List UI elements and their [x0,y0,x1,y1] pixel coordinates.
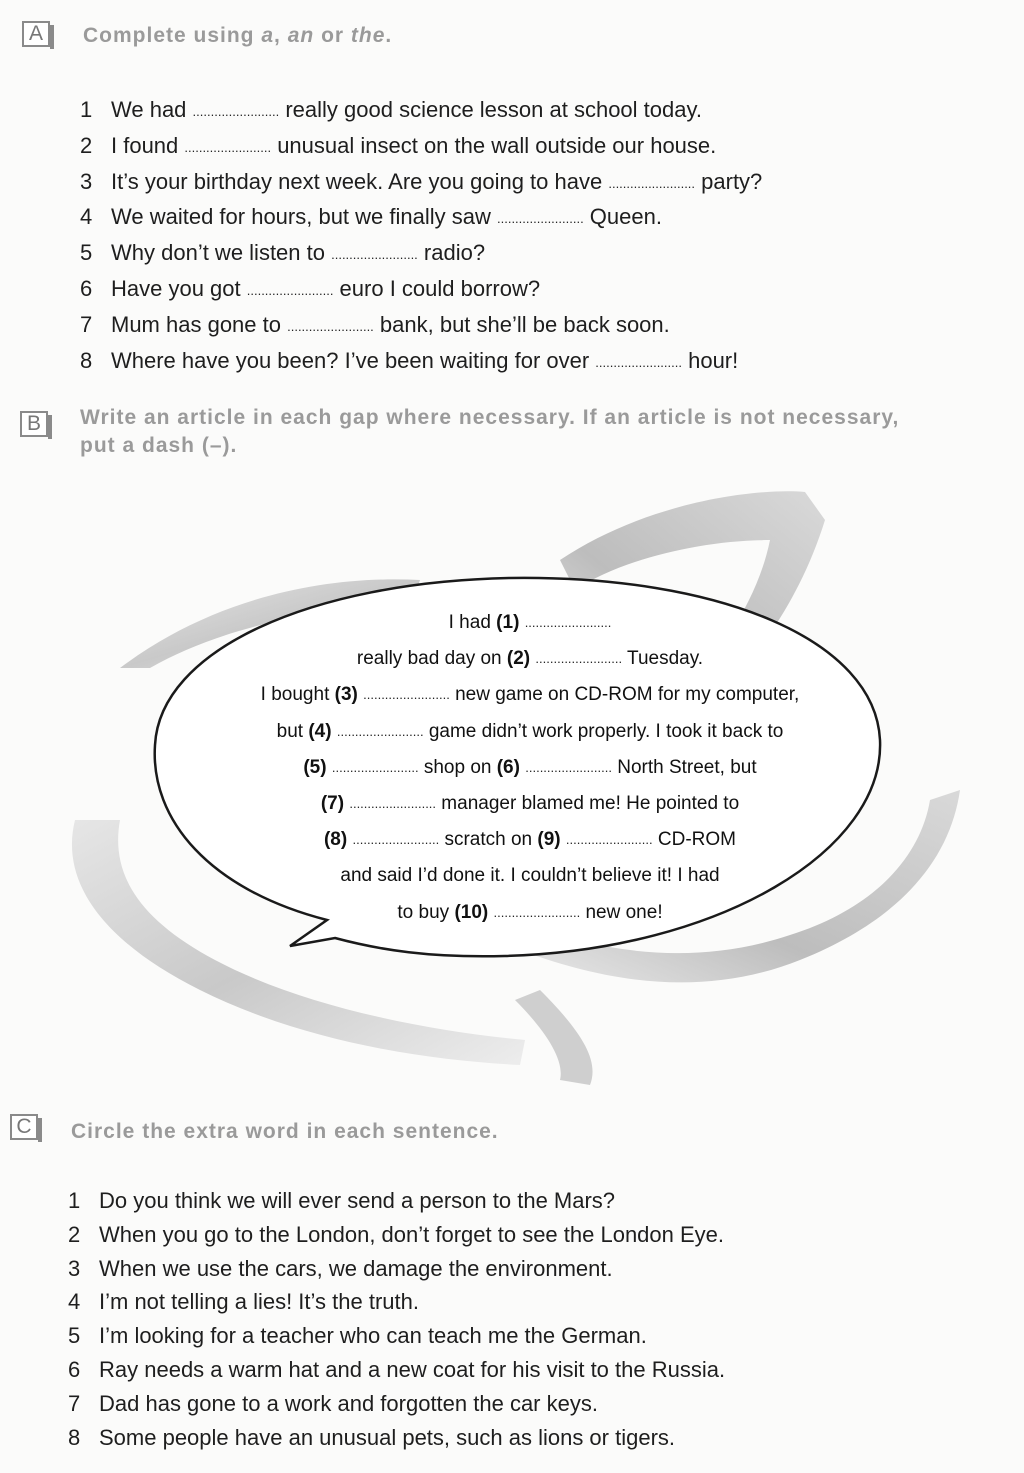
answer-gap[interactable]: ........................ [363,687,450,703]
section-b-marker: B [20,411,48,437]
list-item [80,272,762,308]
gap-number: (8) [323,829,348,851]
item-text: radio? [417,240,486,266]
answer-gap[interactable]: ........................ [525,759,612,775]
gap-number: (1) [496,612,520,633]
item-text: Mum has gone to [111,311,288,337]
item-text: unusual insect on the wall outside our house. [271,132,717,158]
section-c-list [68,1184,725,1454]
list-item [68,1319,725,1353]
list-item [80,308,762,344]
answer-gap[interactable]: ........................ [331,759,419,775]
item-number: 8 [80,347,93,373]
gap-number: (2) [506,648,531,670]
gap-number: (9) [537,829,561,851]
item-number: 1 [80,97,93,122]
answer-gap[interactable]: ........................ [497,211,584,227]
bubble-line: (7) ........................ manager blamed me! He pointed to [320,793,740,815]
speech-bubble-text [150,605,910,931]
answer-gap[interactable]: ........................ [524,615,612,630]
section-b-instruction [80,404,899,460]
answer-gap[interactable]: ........................ [331,247,418,263]
item-text: hour! [681,347,739,373]
gap-number: (10) [454,901,489,923]
list-item [68,1387,725,1421]
gap-number: (4) [308,720,332,742]
item-number: 4 [68,1289,81,1315]
item-text[interactable]: Dad has gone to a work and forgotten the car keys. [99,1390,598,1416]
answer-gap[interactable]: ........................ [184,139,272,155]
item-number: 4 [80,204,93,230]
list-item [80,200,762,236]
item-text[interactable]: When you go to the London, don’t forget to see the London Eye. [99,1221,725,1247]
item-number: 3 [80,168,93,194]
list-item [68,1353,725,1387]
instruction-separator: , [274,24,288,47]
item-number: 2 [68,1221,81,1247]
section-c-marker: C [10,1114,38,1140]
item-text: We waited for hours, but we finally saw [111,204,497,230]
bubble-line: I had (1) ........................ [448,612,612,633]
bubble-line: and said I’d done it. I couldn’t believe it! I had [340,865,720,887]
item-number: 5 [80,240,93,266]
list-item [68,1421,725,1455]
list-item [68,1252,725,1286]
answer-gap[interactable]: ........................ [608,175,696,191]
instruction-line: put a dash (–). [80,434,238,457]
bubble-line: (5) ........................ shop on (6) ........................ North Street, but [303,756,757,778]
gap-number: (3) [334,684,358,706]
item-text: party? [695,168,763,194]
item-text[interactable]: Ray needs a warm hat and a new coat for his visit to the Russia. [99,1356,726,1382]
item-text: Have you got [111,275,247,301]
item-text: We had [111,97,193,122]
list-item [80,93,762,129]
answer-gap[interactable]: ........................ [287,318,374,334]
item-text: Why don’t we listen to [111,240,332,266]
section-a-list [80,93,762,379]
item-number: 7 [80,311,93,337]
item-text[interactable]: I’m looking for a teacher who can teach me the German. [99,1323,647,1349]
item-number: 2 [80,132,93,158]
instruction-end: . [385,24,393,47]
answer-gap[interactable]: ........................ [565,832,653,848]
answer-gap[interactable]: ........................ [352,832,440,848]
item-number: 5 [68,1323,81,1349]
list-item [80,165,762,201]
item-text[interactable]: Some people have an unusual pets, such as lions or tigers. [99,1424,676,1450]
item-text: I found [111,132,185,158]
bubble-line: really bad day on (2) ........................ Tuesday. [356,648,704,670]
instruction-word-an: an [287,24,315,47]
instruction-text: Complete using [83,24,262,47]
item-text[interactable]: Do you think we will ever send a person to the Mars? [99,1188,616,1213]
item-number: 6 [68,1356,81,1382]
list-item [68,1184,725,1218]
answer-gap[interactable]: ........................ [349,796,437,812]
item-text: really good science lesson at school today. [279,97,702,122]
instruction-word-the: the [350,24,386,47]
gap-number: (7) [320,793,345,815]
item-number: 8 [68,1424,81,1450]
answer-gap[interactable]: ........................ [493,904,581,920]
item-text: bank, but she’ll be back soon. [373,311,670,337]
bubble-line: I bought (3) ........................ new game on CD-ROM for my computer, [260,684,800,706]
gap-number: (5) [303,756,327,778]
item-text: Queen. [583,204,662,230]
list-item [68,1218,725,1252]
item-text: Where have you been? I’ve been waiting for over [111,347,596,373]
bubble-line: to buy (10) ........................ new one! [397,901,663,923]
section-c-instruction: Circle the extra word in each sentence. [71,1120,499,1143]
item-number: 3 [68,1255,81,1281]
instruction-or: or [314,24,351,47]
item-text: euro I could borrow? [333,275,541,301]
answer-gap[interactable]: ........................ [595,354,682,370]
list-item [68,1285,725,1319]
gap-number: (6) [496,756,520,778]
instruction-line: Write an article in each gap where necessary. If an article is not necessary, [80,406,900,429]
item-text: It’s your birthday next week. Are you going to have [111,168,609,194]
answer-gap[interactable]: ........................ [336,723,424,739]
section-a-marker: A [22,21,50,47]
item-number: 1 [68,1188,81,1213]
list-item [80,236,762,272]
item-text[interactable]: When we use the cars, we damage the environment. [99,1255,613,1281]
bubble-line: but (4) ........................ game didn’t work properly. I took it back to [276,720,784,742]
answer-gap[interactable]: ........................ [535,651,623,667]
instruction-word-a: a [261,24,275,47]
item-number: 6 [80,275,93,301]
list-item [80,129,762,165]
item-number: 7 [68,1390,81,1416]
answer-gap[interactable]: ........................ [246,282,334,298]
section-a-instruction [83,22,392,50]
answer-gap[interactable]: ........................ [192,104,280,119]
bubble-line: (8) ........................ scratch on (9) ........................ CD-ROM [323,829,736,851]
item-text[interactable]: I’m not telling a lies! It’s the truth. [99,1289,419,1315]
list-item [80,344,762,380]
